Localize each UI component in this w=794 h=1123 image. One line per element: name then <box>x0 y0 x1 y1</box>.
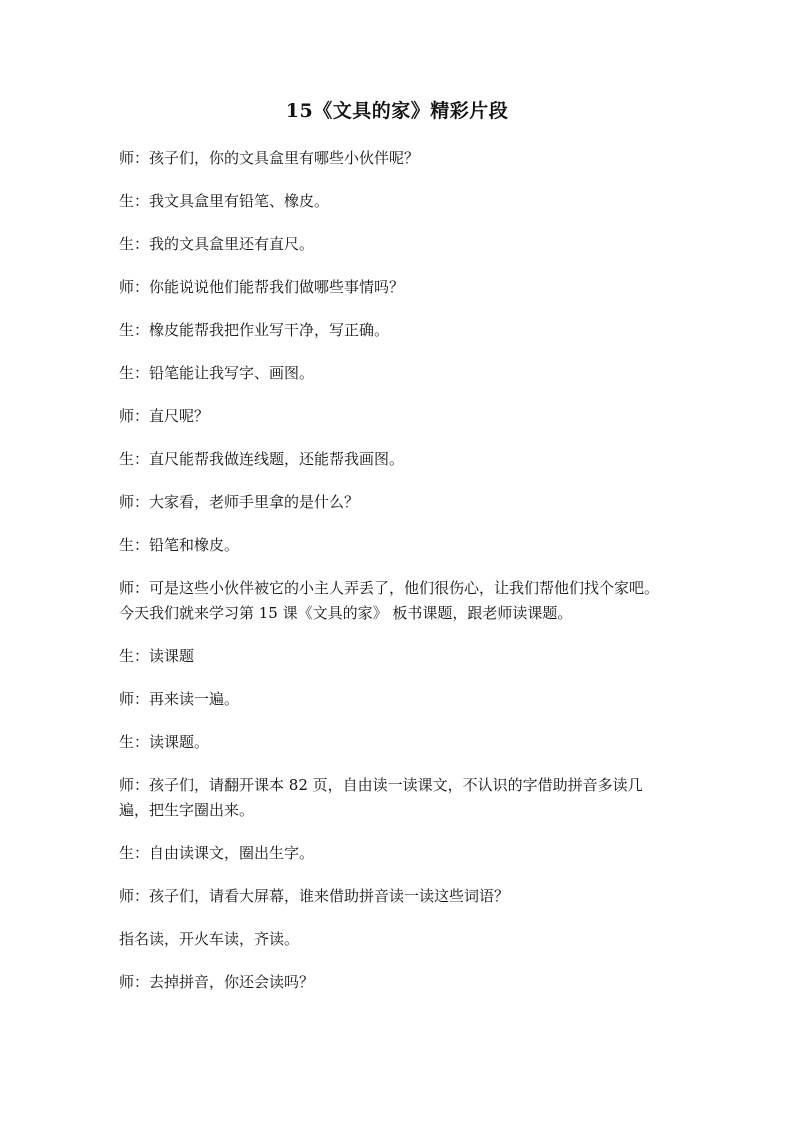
dialogue-paragraph <box>119 576 679 626</box>
paragraph-line: 今天我们就来学习第 15 课《文具的家》 板书课题，跟老师读课题。 <box>119 604 573 622</box>
paragraph-line: 师：你能说说他们能帮我们做哪些事情吗？ <box>119 278 405 296</box>
dialogue-paragraph <box>119 189 679 214</box>
dialogue-paragraph <box>119 318 679 343</box>
paragraph-line: 生：读课题 <box>119 647 195 665</box>
dialogue-paragraph <box>119 730 679 755</box>
paragraph-line: 生：铅笔能让我写字、画图。 <box>119 364 315 382</box>
paragraph-line: 师：去掉拼音，你还会读吗？ <box>119 973 315 991</box>
document-body <box>119 146 679 1013</box>
dialogue-paragraph <box>119 687 679 712</box>
dialogue-paragraph <box>119 644 679 669</box>
paragraph-line: 生：铅笔和橡皮。 <box>119 536 240 554</box>
document-title: 15《文具的家》精彩片段 <box>285 100 509 122</box>
dialogue-paragraph <box>119 275 679 300</box>
dialogue-paragraph <box>119 841 679 866</box>
dialogue-paragraph <box>119 232 679 257</box>
dialogue-paragraph <box>119 447 679 472</box>
paragraph-line: 师：大家看，老师手里拿的是什么？ <box>119 493 360 511</box>
paragraph-line: 生：我的文具盒里还有直尺。 <box>119 235 315 253</box>
paragraph-line: 师：孩子们，请翻开课本 82 页，自由读一读课文，不认识的字借助拼音多读几 <box>119 776 643 794</box>
dialogue-paragraph <box>119 533 679 558</box>
paragraph-line: 师：孩子们，请看大屏幕，谁来借助拼音读一读这些词语？ <box>119 887 510 905</box>
paragraph-line: 遍，把生字圈出来。 <box>119 801 255 819</box>
dialogue-paragraph <box>119 927 679 952</box>
dialogue-paragraph <box>119 490 679 515</box>
paragraph-line: 生：自由读课文，圈出生字。 <box>119 844 315 862</box>
paragraph-line: 生：读课题。 <box>119 733 210 751</box>
paragraph-line: 师：直尺呢？ <box>119 407 210 425</box>
paragraph-line: 师：可是这些小伙伴被它的小主人弄丢了，他们很伤心，让我们帮他们找个家吧。 <box>119 579 660 597</box>
dialogue-paragraph <box>119 361 679 386</box>
paragraph-line: 指名读，开火车读，齐读。 <box>119 930 300 948</box>
dialogue-paragraph <box>119 970 679 995</box>
paragraph-line: 师：孩子们，你的文具盒里有哪些小伙伴呢？ <box>119 149 420 167</box>
paragraph-line: 生：直尺能帮我做连线题，还能帮我画图。 <box>119 450 405 468</box>
dialogue-paragraph <box>119 884 679 909</box>
paragraph-line: 师：再来读一遍。 <box>119 690 240 708</box>
paragraph-line: 生：我文具盒里有铅笔、橡皮。 <box>119 192 330 210</box>
dialogue-paragraph <box>119 404 679 429</box>
paragraph-line: 生：橡皮能帮我把作业写干净，写正确。 <box>119 321 390 339</box>
dialogue-paragraph <box>119 146 679 171</box>
dialogue-paragraph <box>119 773 679 823</box>
